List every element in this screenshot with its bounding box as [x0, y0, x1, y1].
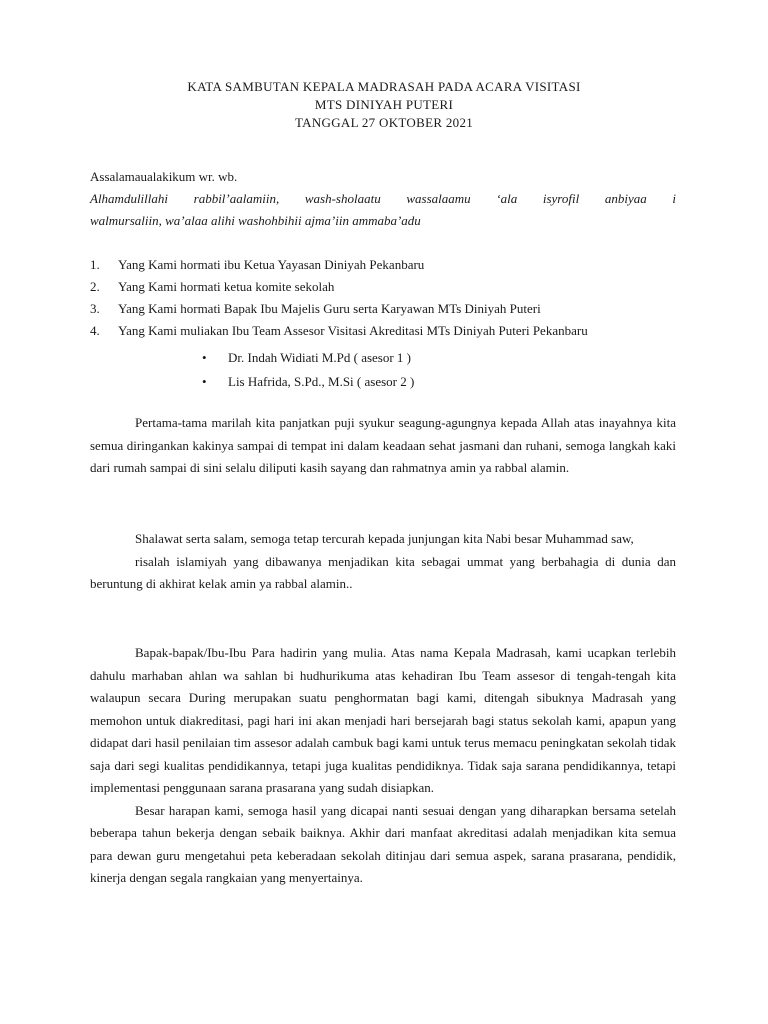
list-number: 4.: [90, 323, 100, 338]
list-text: Yang Kami muliakan Ibu Team Assesor Visitasi Akreditasi MTs Diniyah Puteri Pekanbaru: [118, 323, 588, 338]
paragraph-text: risalah islamiyah yang dibawanya menjadikan kita sebagai ummat yang berbahagia di dunia dan beruntung di akhirat kelak amin ya rabbal alamin..: [90, 553, 676, 591]
paragraph-text: Bapak-bapak/Ibu-Ibu Para hadirin yang mulia. Atas nama Kepala Madrasah, kami ucapkan terlebih dahulu marhaban ahlan wa sahlan bi hudhurikuma atas kehadiran Ibu Team assesor di tengah-tengah kita walaupun secara During merupakan suatu penghormatan bagi kami, ditengah sibuknya Madrasah yang memohon untuk diakreditasi, pagi hari ini akan menjadi hari bersejarah bagi status sekolah kami, apapun yang didapat dari hasil penilaian tim assesor adalah cambuk bagi kami untuk terus memacu peningkatan sekolah tidak saja dari segi kualitas pendidikannya, tetapi juga kualitas pendidiknya. Tidak saja sarana pendidikannya, tetapi implementasi penggunaan sarana prasarana yang sudah disiapkan.: [90, 645, 676, 795]
paragraph-gratitude: [90, 412, 676, 480]
list-item: [90, 276, 690, 298]
list-item: [90, 320, 690, 342]
paragraph-text: Shalawat serta salam, semoga tetap tercurah kepada junjungan kita Nabi besar Muhammad saw,: [135, 531, 634, 546]
document-heading: [0, 78, 768, 132]
arabic-line-2: walmursaliin, wa’alaa alihi washohbihii ajma’iin ammaba’adu: [90, 213, 421, 228]
assessor-item: • Dr. Indah Widiati M.Pd ( asesor 1 ): [200, 346, 414, 370]
list-item: [90, 298, 690, 320]
honorifics-list: [90, 254, 690, 342]
heading-title: KATA SAMBUTAN KEPALA MADRASAH PADA ACARA VISITASI: [187, 79, 581, 94]
list-text: Yang Kami hormati Bapak Ibu Majelis Guru serta Karyawan MTs Diniyah Puteri: [118, 301, 541, 316]
assessor-list: [200, 346, 414, 394]
heading-school: MTS DINIYAH PUTERI: [314, 97, 454, 112]
heading-date: TANGGAL 27 OKTOBER 2021: [294, 115, 474, 130]
list-number: 2.: [90, 279, 100, 294]
list-item: [90, 254, 690, 276]
paragraph-text: Pertama-tama marilah kita panjatkan puji syukur seagung-agungnya kepada Allah atas inayahnya kita semua diringankan kakinya sampai di tempat ini dalam keadaan sehat jasmani dan ruhani, semoga langkah kaki dari rumah sampai di sini selalu diliputi kasih sayang dan rahmatnya amin ya rabbal alamin.: [90, 415, 676, 475]
paragraph-shalawat: [90, 528, 676, 596]
paragraph-text: Besar harapan kami, semoga hasil yang dicapai nanti sesuai dengan yang diharapkan bersama setelah beberapa tahun bekerja dengan sebaik baiknya. Akhir dari manfaat akreditasi adalah menjadikan kita semua para dewan guru mengetahui peta keberadaan sekolah ditinjau dari semua aspek, sarana prasarana, pendidik, kinerja dengan segala rangkaian yang menyertainya.: [90, 802, 676, 885]
list-text: Yang Kami hormati ketua komite sekolah: [118, 279, 335, 294]
arabic-line-1: Alhamdulillahi rabbil’aalamiin, wash-sholaatu wassalaamu ‘ala isyrofil anbiyaa i: [90, 191, 676, 206]
list-text: Yang Kami hormati ibu Ketua Yayasan Diniyah Pekanbaru: [118, 257, 425, 272]
assessor-item: • Lis Hafrida, S.Pd., M.Si ( asesor 2 ): [200, 370, 414, 394]
salam-text: Assalamaualakikum wr. wb.: [90, 169, 238, 184]
list-number: 1.: [90, 257, 100, 272]
list-number: 3.: [90, 301, 100, 316]
opening-greeting: [90, 166, 676, 232]
paragraph-welcome: [90, 642, 676, 890]
